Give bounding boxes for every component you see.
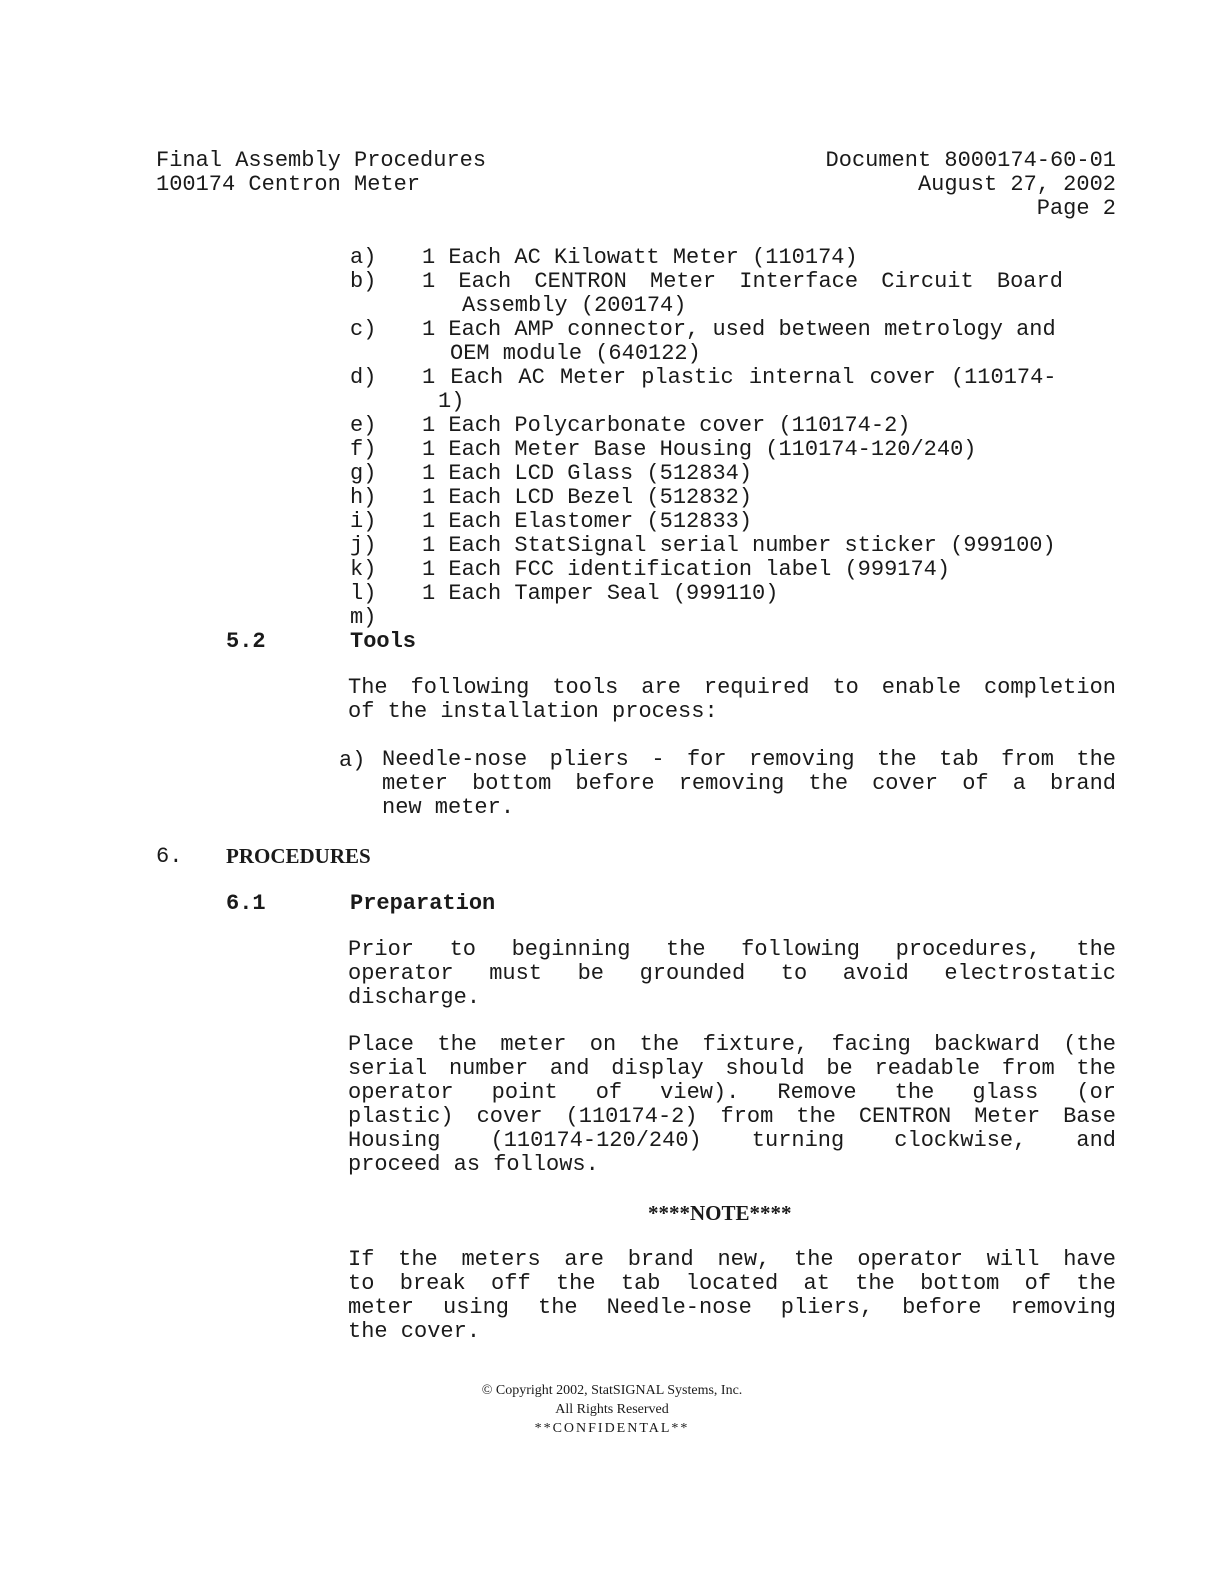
- list-item-text: 1 Each AC Meter plastic internal cover (110174-: [422, 365, 1057, 390]
- list-item-text: 1 Each Polycarbonate cover (110174-2): [422, 413, 911, 438]
- list-item-label: l): [350, 581, 377, 606]
- list-item-label: h): [350, 485, 377, 510]
- list-item-label: b): [350, 269, 377, 294]
- preparation-paragraph-2: [348, 1033, 1116, 1177]
- preparation-paragraph-1: [348, 938, 1116, 1010]
- paragraph-line: proceed as follows.: [348, 1152, 599, 1177]
- list-item-text: 1 Each FCC identification label (999174): [422, 557, 951, 582]
- paragraph-line: plastic) cover (110174-2) from the CENTRON Meter Base: [348, 1104, 1116, 1129]
- paragraph-line: Needle-nose pliers - for removing the tab from the: [382, 747, 1116, 772]
- list-item-text: 1 Each Meter Base Housing (110174-120/240): [422, 437, 977, 462]
- list-item-text: 1 Each AC Kilowatt Meter (110174): [422, 245, 858, 270]
- list-item-text: 1 Each LCD Glass (512834): [422, 461, 753, 486]
- list-item-label: m): [350, 605, 377, 630]
- paragraph-line: new meter.: [382, 795, 515, 820]
- note-heading: ****NOTE****: [648, 1201, 792, 1225]
- footer-confidential: **CONFIDENTAL**: [534, 1421, 690, 1436]
- list-item-label: d): [350, 365, 377, 390]
- list-item-label: j): [350, 533, 377, 558]
- list-item-continuation: OEM module (640122): [450, 341, 701, 366]
- paragraph-line: discharge.: [348, 985, 481, 1010]
- list-item-label: i): [350, 509, 377, 534]
- list-item-continuation: Assembly (200174): [462, 293, 687, 318]
- header-document-number: Document 8000174-60-01: [825, 148, 1116, 173]
- section-number-6: 6.: [156, 844, 183, 869]
- tools-item-text: [382, 748, 1116, 820]
- paragraph-line: Housing (110174-120/240) turning clockwise, and: [348, 1128, 1116, 1153]
- list-item-label: a): [350, 245, 377, 270]
- footer-rights: All Rights Reserved: [555, 1402, 669, 1417]
- paragraph-line: meter bottom before removing the cover of a brand: [382, 771, 1116, 796]
- header-left-line1: Final Assembly Procedures: [156, 148, 487, 173]
- paragraph-line: operator must be grounded to avoid electrostatic: [348, 961, 1116, 986]
- paragraph-line: The following tools are required to enable completion: [348, 675, 1116, 700]
- list-item-label: c): [350, 317, 377, 342]
- section-title-procedures: PROCEDURES: [226, 844, 371, 868]
- list-item-text: 1 Each StatSignal serial number sticker (999100): [422, 533, 1056, 558]
- paragraph-line: serial number and display should be readable from the: [348, 1056, 1116, 1081]
- tools-intro-paragraph: [348, 676, 1116, 724]
- section-title-preparation: Preparation: [350, 891, 496, 916]
- footer-copyright: © Copyright 2002, StatSIGNAL Systems, Inc.: [481, 1383, 743, 1398]
- list-item-text: 1 Each Tamper Seal (999110): [422, 581, 779, 606]
- list-item-label: g): [350, 461, 377, 486]
- section-title-tools: Tools: [350, 629, 417, 654]
- list-item-label: f): [350, 437, 377, 462]
- paragraph-line: the cover.: [348, 1319, 481, 1344]
- paragraph-line: Prior to beginning the following procedures, the: [348, 937, 1116, 962]
- note-paragraph: [348, 1248, 1116, 1344]
- list-item-text: 1 Each AMP connector, used between metrology and: [422, 317, 1056, 342]
- section-number-5-2: 5.2: [226, 629, 266, 654]
- paragraph-line: of the installation process:: [348, 699, 718, 724]
- paragraph-line: operator point of view). Remove the glass (or: [348, 1080, 1116, 1105]
- list-item-text: 1 Each CENTRON Meter Interface Circuit Board: [422, 269, 1063, 294]
- paragraph-line: Place the meter on the fixture, facing backward (the: [348, 1032, 1116, 1057]
- paragraph-line: to break off the tab located at the bottom of the: [348, 1271, 1116, 1296]
- paragraph-line: meter using the Needle-nose pliers, before removing: [348, 1295, 1116, 1320]
- header-page-number: Page 2: [1036, 196, 1116, 221]
- list-item-continuation: 1): [438, 389, 465, 414]
- list-item-text: 1 Each LCD Bezel (512832): [422, 485, 753, 510]
- list-item-label: e): [350, 413, 377, 438]
- section-number-6-1: 6.1: [226, 891, 266, 916]
- paragraph-line: If the meters are brand new, the operator will have: [348, 1247, 1116, 1272]
- list-item-label: k): [350, 557, 377, 582]
- header-date: August 27, 2002: [917, 172, 1116, 197]
- header-left-line2: 100174 Centron Meter: [156, 172, 421, 197]
- tools-item-label: a): [339, 748, 366, 773]
- list-item-text: 1 Each Elastomer (512833): [422, 509, 753, 534]
